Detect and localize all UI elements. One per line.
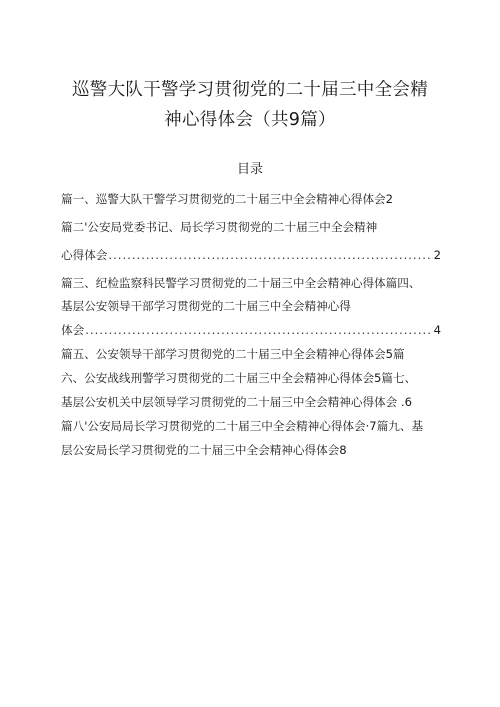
toc-line: 层公安局长学习贯彻党的二十届三中全会精神心得体会8: [61, 443, 347, 457]
toc-leader-dots: [108, 248, 432, 262]
document-title-line-1: 巡警大队干警学习贯彻党的二十届三中全会精: [72, 80, 428, 100]
toc-page-number: 2: [433, 248, 441, 262]
toc-leader-dots: [85, 323, 432, 337]
toc-line: 基层公安机关中层领导学习贯彻党的二十届三中全会精神心得体会 .6: [61, 395, 412, 409]
toc-line: 篇二'公安局党委书记、局长学习贯彻党的二十届三中全会精神: [61, 220, 378, 234]
toc-line: 篇八'公安局局长学习贯彻党的二十届三中全会精神心得体会·7篇九、基: [61, 419, 424, 433]
toc-entry-label: 体会: [61, 323, 85, 337]
toc-line: 篇五、公安领导干部学习贯彻党的二十届三中全会精神心得体会5篇: [61, 347, 405, 361]
toc-line: 篇一、巡警大队干警学习贯彻党的二十届三中全会精神心得体会2: [61, 192, 394, 206]
toc-entry-label: 心得体会: [61, 248, 108, 262]
toc-dot-entry: [61, 322, 441, 338]
toc-line: 篇三、纪检监察科民警学习贯彻党的二十届三中全会精神心得体篇四、: [61, 276, 421, 290]
toc-dot-entry: [61, 247, 441, 263]
toc-heading: 目录: [236, 162, 263, 177]
toc-page-number: 4: [433, 323, 441, 337]
document-title-line-2: 神心得体会（共9篇）: [164, 110, 336, 130]
toc-line: 基层公安领导干部学习贯彻党的二十届三中全会精神心得: [61, 299, 351, 313]
toc-line: 六、公安战线刑警学习贯彻党的二十届三中全会精神心得体会5篇七、: [61, 371, 417, 385]
